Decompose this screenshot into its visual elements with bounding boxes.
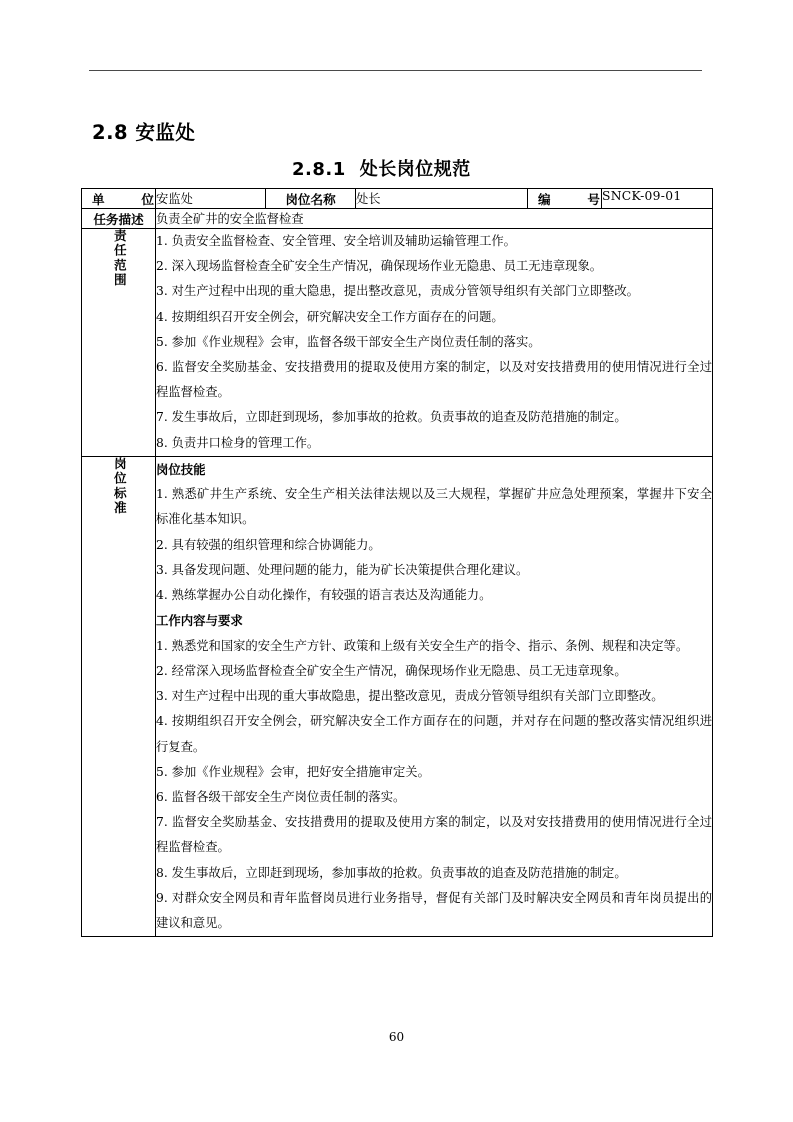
task-value-cell: 负责全矿井的安全监督检查 xyxy=(156,209,713,229)
work-content-heading: 工作内容与要求 xyxy=(156,613,243,629)
responsibility-item: 1. 负责安全监督检查、安全管理、安全培训及辅助运输管理工作。 xyxy=(156,234,516,248)
work-item: 3. 对生产过程中出现的重大事故隐患，提出整改意见，责成分管领导组织有关部门立即整改。 xyxy=(156,689,664,704)
responsibility-vertical-label: 责任范围 xyxy=(111,229,127,288)
code-value-cell: SNCK-09-01 xyxy=(602,189,713,209)
responsibility-item: 7. 发生事故后，立即赶到现场，参加事故的抢救。负责事故的追查及防范措施的制定。 xyxy=(156,410,627,425)
table-row-standards xyxy=(82,456,713,936)
unit-label-char-1: 单 xyxy=(92,192,105,207)
subsection-title-text: 处长岗位规范 xyxy=(359,159,471,180)
table-row-unit xyxy=(82,189,713,209)
task-label-cell: 任务描述 xyxy=(82,209,156,229)
unit-label-char-2: 位 xyxy=(141,192,154,207)
unit-value-cell: 安监处 xyxy=(156,189,266,209)
page-number: 60 xyxy=(388,1030,405,1044)
skills-item: 1. 熟悉矿井生产系统、安全生产相关法律法规以及三大规程，掌握矿井应急处理预案，掌握井下安全标准化基本知识。 xyxy=(156,487,712,527)
subsection-number: 2.8.1 xyxy=(292,159,346,180)
code-label-char-1: 编 xyxy=(538,192,551,207)
responsibility-item: 2. 深入现场监督检查全矿安全生产情况，确保现场作业无隐患、员工无违章现象。 xyxy=(156,259,603,274)
standards-vertical-label: 岗位标准 xyxy=(111,456,127,516)
responsibility-label-cell xyxy=(82,229,156,457)
responsibility-item: 5. 参加《作业规程》会审，监督各级干部安全生产岗位责任制的落实。 xyxy=(156,334,541,349)
table-row-task xyxy=(82,209,713,229)
skills-heading: 岗位技能 xyxy=(156,461,206,477)
job-specification-table xyxy=(81,188,713,937)
work-item: 6. 监督各级干部安全生产岗位责任制的落实。 xyxy=(156,789,406,804)
responsibility-item: 4. 按期组织召开安全例会，研究解决安全工作方面存在的问题。 xyxy=(156,309,504,324)
page-title: 2.8 安监处 xyxy=(92,121,196,144)
responsibility-item: 8. 负责井口检身的管理工作。 xyxy=(156,435,320,450)
standards-content-cell xyxy=(156,456,713,936)
unit-label-cell xyxy=(82,189,156,209)
responsibility-item: 3. 对生产过程中出现的重大隐患，提出整改意见，责成分管领导组织有关部门立即整改。 xyxy=(156,284,639,299)
work-item: 2. 经常深入现场监督检查全矿安全生产情况，确保现场作业无隐患、员工无违章现象。 xyxy=(156,663,627,678)
work-item: 4. 按期组织召开安全例会，研究解决安全工作方面存在的问题，并对存在问题的整改落实情况组织进行复查。 xyxy=(156,714,712,754)
responsibility-content-cell xyxy=(156,229,713,457)
work-item: 5. 参加《作业规程》会审，把好安全措施审定关。 xyxy=(156,764,430,779)
skills-item: 3. 具备发现问题、处理问题的能力，能为矿长决策提供合理化建议。 xyxy=(156,562,529,577)
work-item: 1. 熟悉党和国家的安全生产方针、政策和上级有关安全生产的指令、指示、条例、规程和决定等。 xyxy=(156,638,689,653)
post-name-value-cell: 处长 xyxy=(356,189,528,209)
skills-item: 2. 具有较强的组织管理和综合协调能力。 xyxy=(156,537,381,552)
post-name-label-cell: 岗位名称 xyxy=(266,189,356,209)
work-item: 9. 对群众安全网员和青年监督岗员进行业务指导，督促有关部门及时解决安全网员和青年岗员提出的建议和意见。 xyxy=(156,890,712,930)
responsibility-item: 6. 监督安全奖励基金、安技措费用的提取及使用方案的制定，以及对安技措费用的使用情况进行全过程监督检查。 xyxy=(156,360,712,400)
standards-label-cell xyxy=(82,456,156,936)
code-label-char-2: 号 xyxy=(587,192,600,207)
skills-item: 4. 熟练掌握办公自动化操作，有较强的语言表达及沟通能力。 xyxy=(156,588,492,603)
subsection-title xyxy=(292,155,471,181)
work-item: 8. 发生事故后，立即赶到现场，参加事故的抢救。负责事故的追查及防范措施的制定。 xyxy=(156,865,627,880)
code-label-cell xyxy=(528,189,602,209)
table-row-responsibility xyxy=(82,229,713,457)
work-item: 7. 监督安全奖励基金、安技措费用的提取及使用方案的制定，以及对安技措费用的使用情况进行全过程监督检查。 xyxy=(156,815,712,855)
header-rule xyxy=(89,70,702,71)
